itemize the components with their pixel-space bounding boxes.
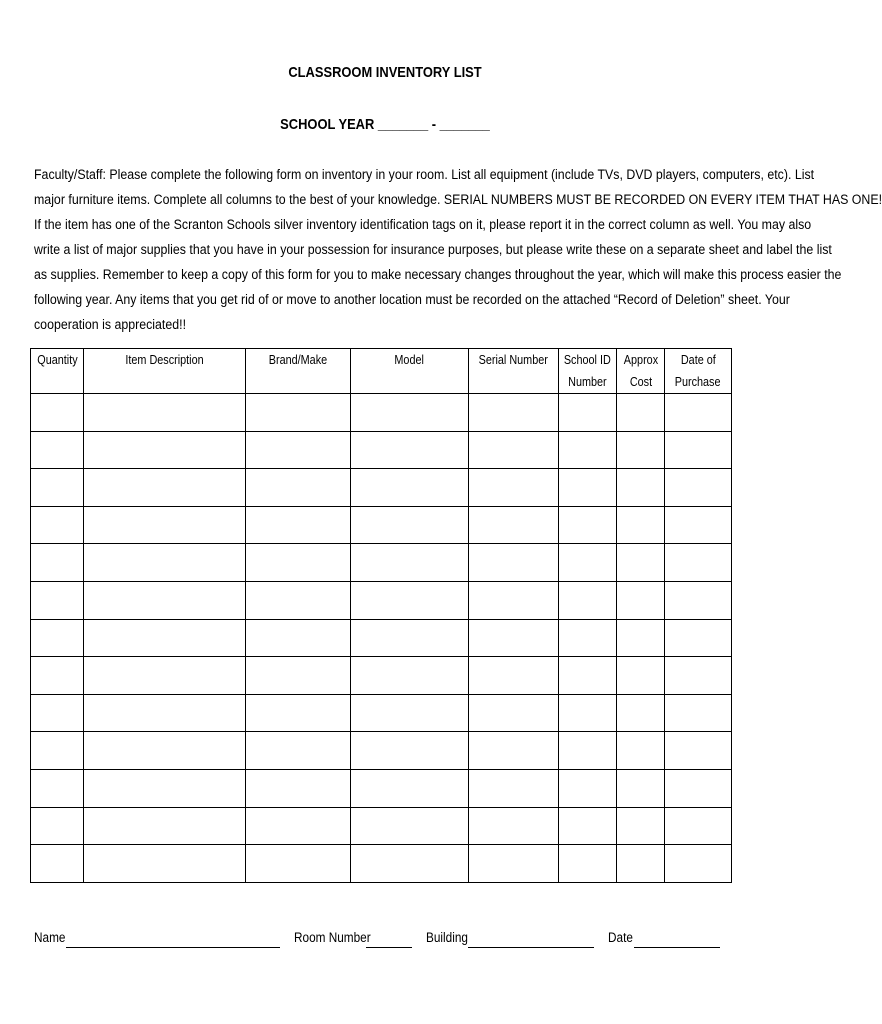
- table-cell[interactable]: [84, 581, 246, 619]
- table-cell[interactable]: [31, 807, 84, 845]
- table-row: [31, 845, 732, 883]
- table-cell[interactable]: [559, 506, 617, 544]
- instruction-line: cooperation is appreciated!!: [34, 317, 187, 332]
- room-number-blank[interactable]: [366, 947, 412, 948]
- table-cell[interactable]: [246, 506, 351, 544]
- table-cell[interactable]: [469, 544, 559, 582]
- column-header-serial-number: Serial Number: [469, 349, 559, 394]
- table-cell[interactable]: [665, 431, 732, 469]
- table-row: [31, 506, 732, 544]
- name-label: Name: [34, 930, 66, 945]
- column-header-school-id-number: School ID Number: [559, 349, 617, 394]
- table-cell[interactable]: [617, 657, 665, 695]
- date-blank[interactable]: [634, 947, 720, 948]
- table-cell[interactable]: [617, 732, 665, 770]
- table-cell[interactable]: [351, 807, 469, 845]
- table-cell[interactable]: [665, 506, 732, 544]
- column-header-date-of-purchase: Date of Purchase: [665, 349, 732, 394]
- table-cell[interactable]: [559, 845, 617, 883]
- instructions-paragraph: [34, 162, 882, 337]
- instruction-line: If the item has one of the Scranton Schools silver inventory identification tags on it, please report it in the correct column as well. You may also: [34, 217, 812, 232]
- table-row: [31, 431, 732, 469]
- table-cell[interactable]: [665, 845, 732, 883]
- table-cell[interactable]: [469, 581, 559, 619]
- table-cell[interactable]: [665, 394, 732, 432]
- table-cell[interactable]: [469, 394, 559, 432]
- table-cell[interactable]: [84, 619, 246, 657]
- table-cell[interactable]: [665, 657, 732, 695]
- table-cell[interactable]: [617, 619, 665, 657]
- table-cell[interactable]: [469, 807, 559, 845]
- inventory-table-body: [31, 394, 732, 883]
- table-cell[interactable]: [31, 506, 84, 544]
- table-cell[interactable]: [31, 657, 84, 695]
- table-row: [31, 769, 732, 807]
- table-cell[interactable]: [559, 544, 617, 582]
- table-cell[interactable]: [617, 506, 665, 544]
- name-blank[interactable]: [66, 947, 280, 948]
- inventory-table: [30, 348, 732, 883]
- table-cell[interactable]: [84, 807, 246, 845]
- table-cell[interactable]: [469, 657, 559, 695]
- table-cell[interactable]: [351, 732, 469, 770]
- table-cell[interactable]: [559, 431, 617, 469]
- table-cell[interactable]: [559, 732, 617, 770]
- table-row: [31, 469, 732, 507]
- table-cell[interactable]: [617, 769, 665, 807]
- column-header-item-description: Item Description: [84, 349, 246, 394]
- instruction-line: Faculty/Staff: Please complete the following form on inventory in your room. List all equipment (include TVs, DVD players, computers, etc). List: [34, 167, 815, 182]
- table-cell[interactable]: [246, 769, 351, 807]
- date-field: [608, 930, 636, 945]
- table-cell[interactable]: [617, 694, 665, 732]
- table-cell[interactable]: [84, 769, 246, 807]
- table-cell[interactable]: [559, 657, 617, 695]
- table-cell[interactable]: [31, 769, 84, 807]
- table-cell[interactable]: [84, 657, 246, 695]
- table-row: [31, 694, 732, 732]
- instruction-line: following year. Any items that you get rid of or move to another location must be recorded on the attached “Record of Deletion” sheet. Your: [34, 292, 790, 307]
- table-cell[interactable]: [469, 431, 559, 469]
- table-cell[interactable]: [665, 732, 732, 770]
- table-cell[interactable]: [469, 506, 559, 544]
- table-cell[interactable]: [31, 694, 84, 732]
- table-cell[interactable]: [469, 694, 559, 732]
- table-cell[interactable]: [469, 619, 559, 657]
- table-cell[interactable]: [469, 732, 559, 770]
- room-number-field: [294, 930, 381, 945]
- table-cell[interactable]: [469, 469, 559, 507]
- table-cell[interactable]: [246, 807, 351, 845]
- table-cell[interactable]: [246, 544, 351, 582]
- table-cell[interactable]: [469, 769, 559, 807]
- table-cell[interactable]: [246, 581, 351, 619]
- name-field: [34, 930, 70, 945]
- table-row: [31, 619, 732, 657]
- table-cell[interactable]: [246, 431, 351, 469]
- table-cell[interactable]: [351, 394, 469, 432]
- table-cell[interactable]: [617, 544, 665, 582]
- table-cell[interactable]: [246, 619, 351, 657]
- table-cell[interactable]: [351, 769, 469, 807]
- table-row: [31, 732, 732, 770]
- table-cell[interactable]: [617, 807, 665, 845]
- table-cell[interactable]: [617, 845, 665, 883]
- column-header-approx-cost: Approx Cost: [617, 349, 665, 394]
- table-cell[interactable]: [246, 657, 351, 695]
- table-cell[interactable]: [665, 694, 732, 732]
- table-cell[interactable]: [351, 694, 469, 732]
- table-cell[interactable]: [665, 769, 732, 807]
- table-cell[interactable]: [469, 845, 559, 883]
- table-row: [31, 544, 732, 582]
- table-cell[interactable]: [665, 581, 732, 619]
- column-header-brand-make: Brand/Make: [246, 349, 351, 394]
- table-cell[interactable]: [559, 769, 617, 807]
- table-row: [31, 581, 732, 619]
- instruction-line: write a list of major supplies that you have in your possession for insurance purposes, but please write these on a separate sheet and label the list: [34, 242, 832, 257]
- building-label: Building: [426, 930, 468, 945]
- table-cell[interactable]: [84, 431, 246, 469]
- table-cell[interactable]: [351, 657, 469, 695]
- table-cell[interactable]: [84, 394, 246, 432]
- table-cell[interactable]: [246, 469, 351, 507]
- table-cell[interactable]: [351, 506, 469, 544]
- table-cell[interactable]: [31, 619, 84, 657]
- table-cell[interactable]: [665, 807, 732, 845]
- table-cell[interactable]: [665, 469, 732, 507]
- table-cell[interactable]: [31, 394, 84, 432]
- table-cell[interactable]: [351, 581, 469, 619]
- table-cell[interactable]: [31, 469, 84, 507]
- table-cell[interactable]: [559, 619, 617, 657]
- table-cell[interactable]: [84, 732, 246, 770]
- table-cell[interactable]: [84, 469, 246, 507]
- table-cell[interactable]: [559, 581, 617, 619]
- building-field: [426, 930, 474, 945]
- building-blank[interactable]: [468, 947, 594, 948]
- table-cell[interactable]: [559, 694, 617, 732]
- table-cell[interactable]: [559, 394, 617, 432]
- school-year-line: SCHOOL YEAR _______ - _______: [280, 116, 490, 133]
- table-cell[interactable]: [351, 619, 469, 657]
- table-header-row: [31, 349, 732, 394]
- table-row: [31, 807, 732, 845]
- table-cell[interactable]: [559, 469, 617, 507]
- table-cell[interactable]: [617, 431, 665, 469]
- table-cell[interactable]: [31, 581, 84, 619]
- table-cell[interactable]: [351, 431, 469, 469]
- table-cell[interactable]: [665, 544, 732, 582]
- table-cell[interactable]: [351, 544, 469, 582]
- table-row: [31, 394, 732, 432]
- table-cell[interactable]: [84, 544, 246, 582]
- table-cell[interactable]: [84, 506, 246, 544]
- table-cell[interactable]: [246, 845, 351, 883]
- table-cell[interactable]: [617, 394, 665, 432]
- column-header-quantity: Quantity: [31, 349, 84, 394]
- table-cell[interactable]: [246, 732, 351, 770]
- table-cell[interactable]: [84, 694, 246, 732]
- table-cell[interactable]: [246, 394, 351, 432]
- instruction-line: as supplies. Remember to keep a copy of this form for you to make necessary changes throughout the year, which will make this process easier the: [34, 267, 842, 282]
- table-cell[interactable]: [617, 581, 665, 619]
- table-cell[interactable]: [31, 732, 84, 770]
- table-cell[interactable]: [246, 694, 351, 732]
- table-cell[interactable]: [351, 845, 469, 883]
- instruction-line: major furniture items. Complete all columns to the best of your knowledge. SERIAL NUMBERS MUST BE RECORDED ON EVERY ITEM THAT HAS ONE!: [34, 192, 882, 207]
- table-cell[interactable]: [351, 469, 469, 507]
- table-row: [31, 657, 732, 695]
- date-label: Date: [608, 930, 633, 945]
- table-cell[interactable]: [31, 544, 84, 582]
- column-header-model: Model: [351, 349, 469, 394]
- page-title: CLASSROOM INVENTORY LIST: [288, 64, 482, 81]
- table-cell[interactable]: [665, 619, 732, 657]
- table-cell[interactable]: [31, 431, 84, 469]
- table-cell[interactable]: [31, 845, 84, 883]
- table-cell[interactable]: [617, 469, 665, 507]
- table-cell[interactable]: [559, 807, 617, 845]
- room-number-label: Room Number: [294, 930, 371, 945]
- table-cell[interactable]: [84, 845, 246, 883]
